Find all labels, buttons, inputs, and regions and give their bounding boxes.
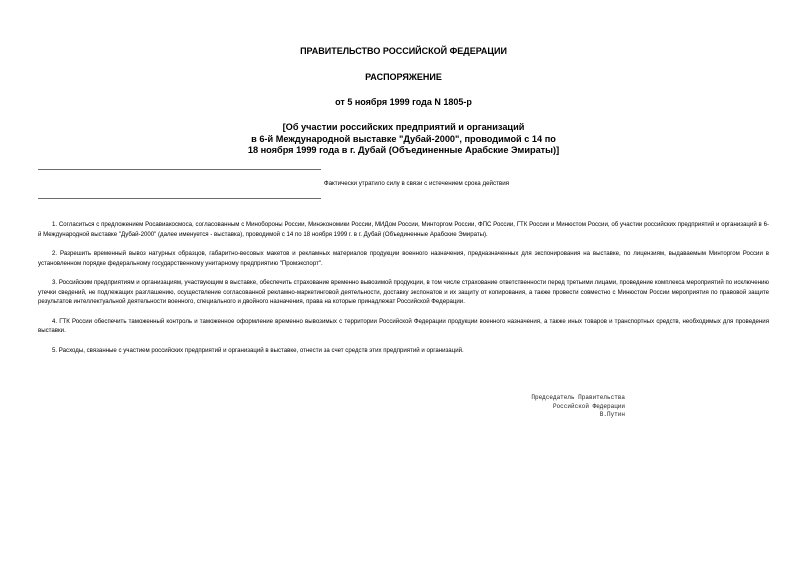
date-number-heading: от 5 ноября 1999 года N 1805-р — [335, 97, 472, 107]
document-type-heading: РАСПОРЯЖЕНИЕ — [365, 72, 442, 82]
subject-line-2: в 6-й Международной выставке "Дубай-2000", проводимой с 14 по — [251, 133, 556, 144]
signature-org: Российской Федерации — [552, 402, 625, 410]
divider-top — [38, 169, 321, 170]
status-note: Фактически утратило силу в связи с истечением срока действия — [323, 180, 509, 187]
subject-line-1: [Об участии российских предприятий и организаций — [282, 122, 525, 132]
signature-title: Председатель Правительства — [531, 394, 625, 401]
paragraph-5: 5. Расходы, связанные с участием российских предприятий и организаций в выставке, отнести за счет средств этих предприятий и организаций. — [52, 346, 464, 354]
signature-block — [480, 394, 625, 420]
paragraph-4: 4. ГТК России обеспечить таможенный контроль и таможенное оформление временно вывозимых с территории Российской Федерации продукции военного назначения, а также иных товаров и транспортных средств, необходимых для проведения выставки. — [38, 317, 769, 334]
signature-name: В.Путин — [599, 411, 625, 418]
subject-line-3: 18 ноября 1999 года в г. Дубай (Объединенные Арабские Эмираты)] — [247, 145, 560, 155]
document-body — [38, 220, 769, 365]
document-subject — [200, 122, 607, 157]
paragraph-1: 1. Согласиться с предложением Росавиакосмоса, согласованным с Минобороны России, Минэкономики России, МИДом России, Минторгом России, ФПС России, ГТК России и Минюстом России, об участии российских предприятий и организаций в 6-й Международной выставке "Дубай-2000" (далее именуется - выставка), проводимой с 14 по 18 ноября 1999 г. в г. Дубай (Объединенные Арабские Эмираты). — [38, 221, 769, 238]
paragraph-2: 2. Разрешить временный вывоз натурных образцов, габаритно-весовых макетов и рекламных материалов продукции военного назначения, предназначенных для экспонирования на выставке, по лицензиям, выдаваемым Минторгом России в установленном порядке федеральному государственному унитарному предприятию "Промэкспорт". — [38, 250, 769, 267]
paragraph-3: 3. Российским предприятиям и организациям, участвующим в выставке, обеспечить страхование временно вывозимой продукции, в том числе страхование ответственности перед третьими лицами, проведение комплекса мероприятий по исключению утечки сведений, не подлежащих разглашению, осуществление согласованной рекламно-маркетинговой деятельности, доставку экспонатов и их защиту от копирования, а также провести совместно с Минюстом России мероприятия по правовой защите результатов интеллектуальной деятельности военного, специального и двойного назначения, права на которые принадлежат Российской Федерации. — [38, 279, 769, 305]
divider-bottom — [38, 198, 321, 199]
issuer-heading: ПРАВИТЕЛЬСТВО РОССИЙСКОЙ ФЕДЕРАЦИИ — [300, 46, 507, 56]
